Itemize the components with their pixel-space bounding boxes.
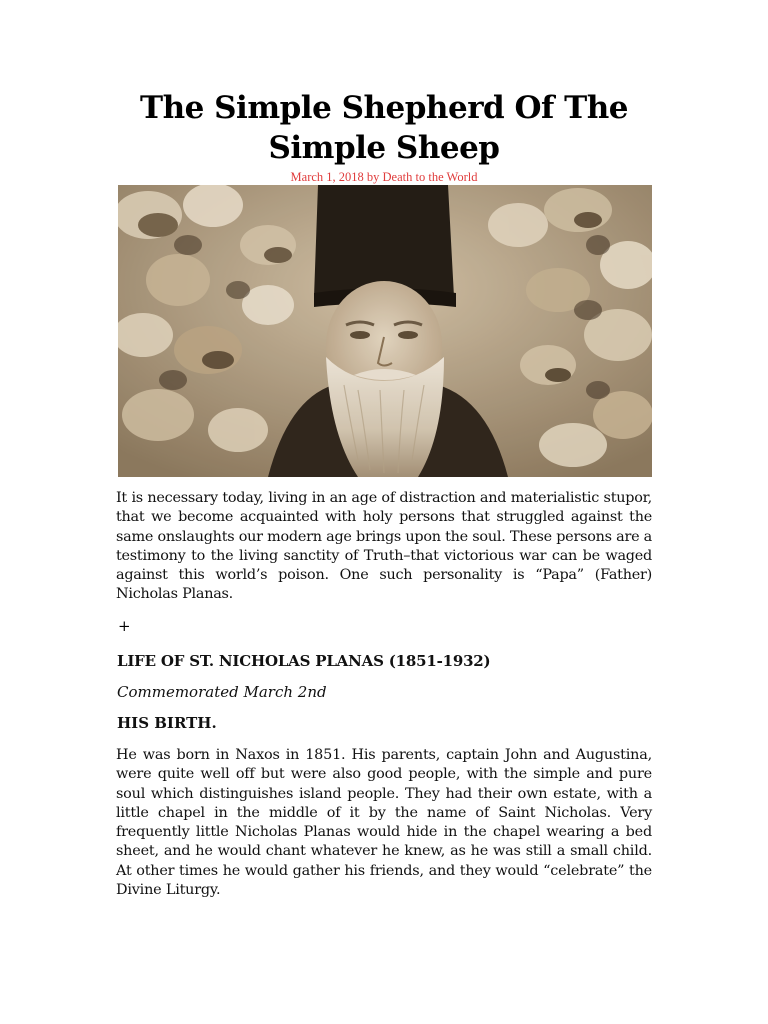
birth-heading: HIS BIRTH.: [117, 714, 217, 732]
article-byline: March 1, 2018 by Death to the World: [290, 170, 478, 184]
intro-paragraph: It is necessary today, living in an age of distraction and materialistic stupor, that we become acquainted with holy persons that struggled against the same onslaughts our modern age brings upon the soul. These persons are a testimony to the living sanctity of Truth–that victorious war can be waged against this world’s poison. One such personality is “Papa” (Father) Nicholas Planas.: [116, 490, 652, 603]
portrait-photo-image: [118, 185, 652, 477]
birth-paragraph: He was born in Naxos in 1851. His parents, captain John and Augustina, were quite well off but were also good people, with the simple and pure soul which distinguishes island people. They had their own estate, with a little chapel in the middle of it by the name of Saint Nicholas. Very frequently little Nicholas Planas would hide in the chapel wearing a bed sheet, and he would chant whatever he knew, as he was still a small child. At other times he would gather his friends, and they would “celebrate” the Divine Liturgy.: [116, 747, 652, 899]
life-heading: LIFE OF ST. NICHOLAS PLANAS (1851-1932): [117, 652, 491, 670]
section-separator: +: [118, 617, 131, 635]
portrait-photo: [118, 185, 652, 477]
article-title: The Simple Shepherd Of The Simple Sheep: [140, 90, 628, 166]
commemoration-date: Commemorated March 2nd: [117, 683, 327, 701]
